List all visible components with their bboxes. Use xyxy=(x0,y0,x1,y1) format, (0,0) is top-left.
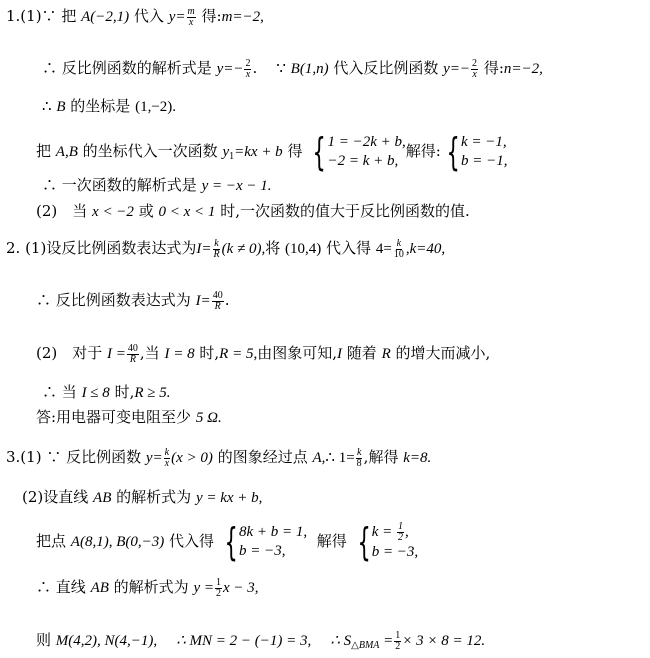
eq: x − 3, xyxy=(223,580,259,596)
subscript: 1 xyxy=(229,151,235,162)
text: 的图象经过点 xyxy=(217,448,308,466)
text: 得 xyxy=(287,142,303,160)
eq: × 3 × 8 = 12. xyxy=(402,633,486,649)
eq: ∴ MN = 2 − (−1) = 3, xyxy=(176,633,312,649)
p1-line5 xyxy=(42,175,272,196)
therefore-symbol: ∴ xyxy=(42,97,52,115)
p2-line3 xyxy=(36,343,490,365)
solution-system: { k = $\frac{1}{2}$ , b = −3, xyxy=(356,520,419,564)
eq: y=− xyxy=(443,61,471,77)
text: 把点 xyxy=(36,532,67,550)
eq: y = kx + b, xyxy=(195,490,263,506)
frac-num: 1 xyxy=(216,576,221,588)
eq: I= xyxy=(196,241,212,257)
p1-line3 xyxy=(42,96,176,117)
frac-den: R xyxy=(213,248,220,260)
eq-row: 8k + b = 1, xyxy=(239,524,308,540)
condition: (x > 0) xyxy=(171,450,213,466)
p1-line4 xyxy=(36,130,508,174)
frac-num: 40 xyxy=(212,289,223,301)
text: ∴ 反比例函数表达式为 xyxy=(36,291,191,309)
because-symbol: ∵ xyxy=(276,59,286,77)
text: ,解得 xyxy=(363,448,399,466)
fraction xyxy=(187,7,196,28)
text: 2. (1)设反比例函数表达式为 xyxy=(6,239,197,257)
eq: 4= xyxy=(375,241,392,257)
frac-num: k xyxy=(164,446,170,458)
text: 或 xyxy=(138,202,154,220)
var: I xyxy=(336,346,342,362)
frac-den: x xyxy=(188,16,194,28)
p1-line2 xyxy=(42,58,543,80)
coordinate: (10,4) xyxy=(285,241,322,257)
text: ∴ 直线 xyxy=(36,578,86,596)
eq: ∴ 1= xyxy=(325,450,355,466)
fraction xyxy=(393,239,405,260)
fraction xyxy=(127,344,139,365)
frac-num: k xyxy=(214,237,219,249)
inequality: I ≤ 8 xyxy=(81,385,110,401)
result: ,k=40, xyxy=(405,241,446,257)
text: 得: xyxy=(201,7,222,25)
text: 随着 xyxy=(346,344,377,362)
text: 的解析式为 xyxy=(113,578,189,596)
text: 代入反比例函数 xyxy=(333,59,439,77)
text: (2) 当 xyxy=(36,202,88,220)
answer: 5 Ω. xyxy=(195,410,222,426)
point-label: B xyxy=(56,99,66,115)
p2-line1 xyxy=(6,238,445,260)
text: 则 xyxy=(36,631,52,649)
p1-line1 xyxy=(6,6,264,28)
text: 代入 xyxy=(133,7,164,25)
eq: R = 5, xyxy=(219,346,258,362)
text: 时, xyxy=(114,383,135,401)
p3-line5 xyxy=(36,630,485,656)
line-name: AB xyxy=(93,490,112,506)
eq: I = xyxy=(107,346,126,362)
eq-row: k = −1, xyxy=(460,134,507,150)
eq: y= xyxy=(145,450,163,466)
frac-num: 1 xyxy=(397,521,403,532)
fraction xyxy=(394,631,401,652)
frac-num: 40 xyxy=(127,342,138,354)
eq-row: k = xyxy=(371,523,396,540)
point-a: A(−2,1) xyxy=(81,9,130,25)
point-b: B(1,n) xyxy=(290,61,329,77)
text: 的解析式为 xyxy=(116,488,192,506)
eq-row: b = −1, xyxy=(460,153,508,169)
p2-line5 xyxy=(36,407,222,428)
p2-line4 xyxy=(42,382,171,403)
fraction xyxy=(164,448,170,469)
frac-den: R xyxy=(129,353,136,365)
eq-row: b = −3, xyxy=(239,543,286,559)
result: n=−2, xyxy=(503,61,543,77)
frac-num: k xyxy=(396,237,402,249)
text: (2) 对于 xyxy=(36,344,103,362)
frac-den: 10 xyxy=(393,248,404,260)
line-name: AB xyxy=(90,580,109,596)
eq-row: −2 = k + b, xyxy=(327,153,399,169)
result: y = −x − 1. xyxy=(201,178,272,194)
equation-system: { 1 = −2k + b, −2 = k + b, xyxy=(312,130,406,174)
eq: I= xyxy=(195,293,211,309)
text: ,当 xyxy=(139,344,160,362)
fraction xyxy=(356,448,363,469)
text: 的增大而减小, xyxy=(395,344,491,362)
text: 解得: xyxy=(405,142,441,160)
text: 解得 xyxy=(316,532,347,550)
eq-row: b = −3, xyxy=(371,544,419,560)
coordinate: (1,−2). xyxy=(135,99,177,115)
text: 的坐标是 xyxy=(70,97,131,115)
text: 的坐标代入一次函数 xyxy=(82,142,218,160)
frac-num: 2 xyxy=(472,57,478,69)
text: . xyxy=(224,291,230,309)
condition: (k ≠ 0), xyxy=(221,241,266,257)
area: ∴ S xyxy=(330,633,352,649)
frac-den: 2 xyxy=(397,532,403,543)
frac-num: 1 xyxy=(395,629,401,641)
fn-rest: =kx + b xyxy=(234,144,283,160)
text: 把 xyxy=(36,142,52,160)
text: 得: xyxy=(483,59,504,77)
var: A, xyxy=(312,450,326,466)
text: . xyxy=(252,59,258,77)
fraction xyxy=(397,522,404,543)
subscript: △BMA xyxy=(351,640,380,651)
p3-line1 xyxy=(6,447,431,469)
p1-line6 xyxy=(36,201,470,222)
frac-num: 2 xyxy=(245,57,251,69)
inequality: x < −2 xyxy=(92,204,134,220)
fraction xyxy=(244,59,251,80)
text: 代入得 xyxy=(326,239,372,257)
var: R xyxy=(381,346,391,362)
p3-line3 xyxy=(36,522,418,562)
frac-den: 2 xyxy=(216,587,221,599)
inequality: R ≥ 5. xyxy=(134,385,171,401)
inequality: 0 < x < 1 xyxy=(158,204,216,220)
frac-den: x xyxy=(245,68,251,80)
fraction xyxy=(212,291,224,312)
eq-row: 1 = −2k + b, xyxy=(327,134,406,150)
result: k=8. xyxy=(403,450,432,466)
eq: = xyxy=(379,633,394,649)
text: 时,一次函数的值大于反比例函数的值. xyxy=(220,202,470,220)
text: (2)设直线 xyxy=(22,488,89,506)
eq: y = xyxy=(193,580,214,596)
p3-line4 xyxy=(36,577,259,599)
text: , xyxy=(404,523,409,540)
text: 由图象可知, xyxy=(257,344,337,362)
text: ∴ 一次函数的解析式是 xyxy=(42,176,197,194)
equation-system: { 8k + b = 1, b = −3, xyxy=(224,520,308,564)
frac-den: x xyxy=(164,457,170,469)
eq: y= xyxy=(168,9,186,25)
fraction xyxy=(215,578,222,599)
frac-num: m xyxy=(187,5,195,17)
fn: y xyxy=(222,144,230,160)
text: 时, xyxy=(199,344,220,362)
frac-den: 8 xyxy=(356,457,362,469)
fraction xyxy=(212,239,220,260)
result: m=−2, xyxy=(221,9,264,25)
frac-num: k xyxy=(356,446,362,458)
fraction xyxy=(471,59,478,80)
text: 将 xyxy=(265,239,281,257)
frac-den: x xyxy=(472,68,477,80)
text: ∴ 反比例函数的解析式是 xyxy=(42,59,212,77)
points: A(8,1), B(0,−3) xyxy=(70,534,165,550)
p2-line2 xyxy=(36,290,229,312)
eq: I = 8 xyxy=(164,346,195,362)
frac-den: 2 xyxy=(395,640,401,652)
frac-den: R xyxy=(214,300,221,312)
text: 3.(1) ∵ 反比例函数 xyxy=(6,448,142,466)
p1-num: 1.(1)∵ 把 xyxy=(6,7,77,25)
points: M(4,2), N(4,−1), xyxy=(55,633,158,649)
text: 代入得 xyxy=(169,532,215,550)
text: 答:用电器可变电阻至少 xyxy=(36,408,192,426)
text: ∴ 当 xyxy=(42,383,77,401)
p3-line2 xyxy=(22,487,262,508)
solution-system: { k = −1, b = −1, xyxy=(446,130,508,174)
eq: y=− xyxy=(216,61,244,77)
points: A,B xyxy=(55,144,78,160)
